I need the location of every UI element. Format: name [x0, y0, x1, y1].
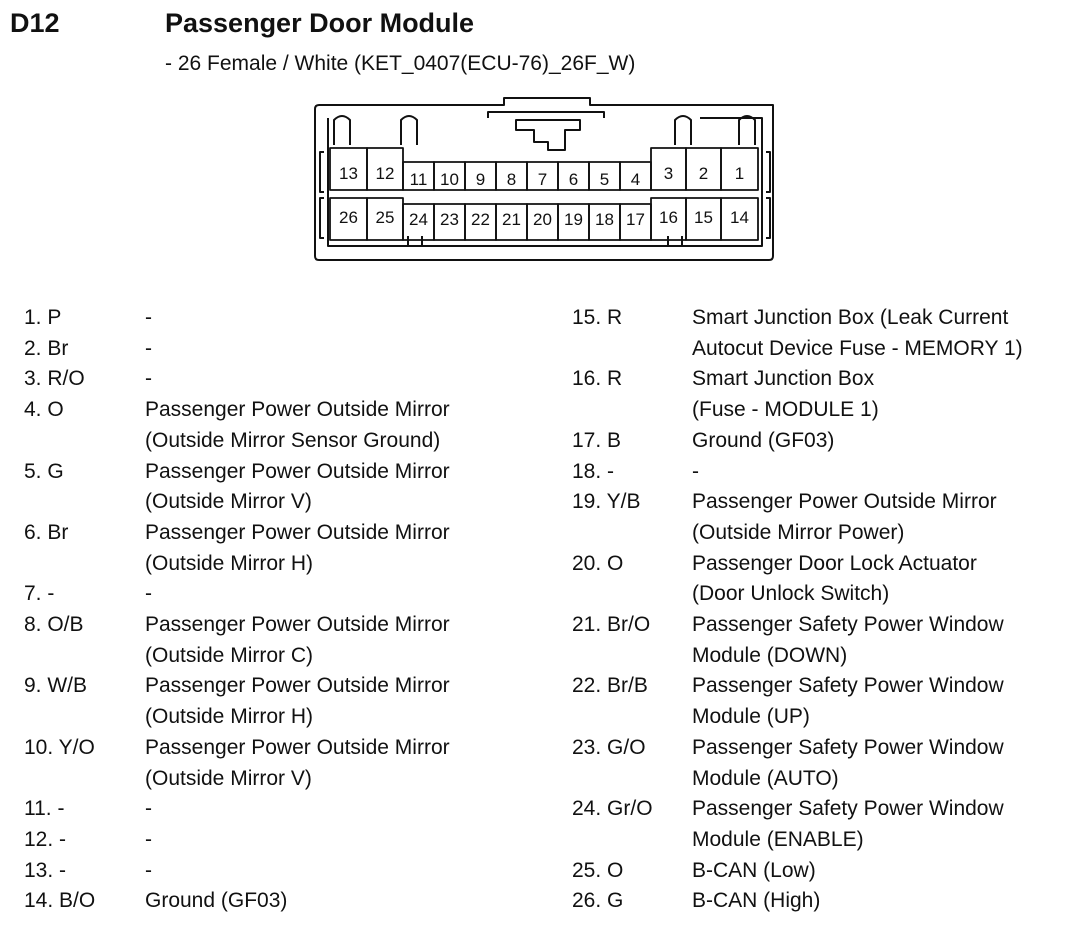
pin-number: 13 — [339, 164, 358, 183]
pin-row — [24, 610, 524, 671]
pin-description: Smart Junction Box (Leak Current Autocut Device Fuse - MEMORY 1) — [692, 306, 1023, 360]
pin-code: 12. - — [24, 827, 67, 851]
pin-code: 9. W/B — [24, 674, 88, 698]
pin-row — [24, 364, 524, 395]
pin-row — [572, 610, 1082, 671]
pin-row — [24, 457, 524, 518]
pin-row — [24, 303, 524, 334]
pin-description: B-CAN (Low) — [692, 858, 816, 882]
pin-row — [572, 487, 1082, 548]
pin-number: 25 — [375, 208, 395, 227]
pin-number: 24 — [409, 210, 428, 229]
pin-code: 24. Gr/O — [572, 797, 653, 821]
pin-code: 26. G — [572, 889, 624, 913]
pin-number: 4 — [630, 170, 641, 189]
pin-list-left — [24, 303, 524, 917]
pin-number: 11 — [409, 170, 428, 189]
pin-description: Passenger Power Outside Mirror (Outside Mirror V) — [145, 735, 450, 790]
pin-code: 2. Br — [24, 336, 69, 360]
pin-code: 21. Br/O — [572, 613, 651, 637]
pin-row — [572, 733, 1082, 794]
pin-description: Passenger Safety Power Window Module (ENABLE) — [692, 797, 1004, 851]
pin-number: 16 — [659, 208, 678, 227]
connector-diagram — [0, 0, 1090, 280]
pin-description: - — [692, 459, 699, 483]
pin-code: 3. R/O — [24, 367, 85, 391]
connector-code: D12 — [10, 8, 60, 38]
locking-tab — [401, 116, 417, 145]
pin-number: 7 — [537, 170, 548, 189]
pin-description: Passenger Safety Power Window Module (DOWN) — [692, 613, 1004, 667]
pin-number: 12 — [375, 164, 395, 183]
pin-row — [572, 886, 1082, 917]
locking-tab — [675, 116, 691, 145]
pin-description: Ground (GF03) — [145, 889, 288, 913]
pin-number: 22 — [471, 210, 490, 229]
pin-row — [572, 856, 1082, 887]
pin-row — [24, 733, 524, 794]
pin-number: 9 — [475, 170, 486, 189]
connector-spec: - 26 Female / White (KET_0407(ECU-76)_26F_W) — [165, 52, 636, 75]
pin-code: 14. B/O — [24, 889, 96, 913]
pin-description: Passenger Power Outside Mirror (Outside Mirror V) — [145, 459, 450, 514]
pin-description: - — [145, 367, 152, 391]
pin-description: Smart Junction Box (Fuse - MODULE 1) — [692, 367, 879, 422]
pin-description: Passenger Power Outside Mirror (Outside Mirror H) — [145, 520, 450, 575]
pin-row — [24, 856, 524, 887]
pin-code: 8. O/B — [24, 613, 84, 637]
pin-code: 11. - — [24, 797, 65, 821]
connector-latch — [488, 112, 604, 150]
pin-code: 5. G — [24, 459, 64, 483]
connector-key — [668, 236, 682, 246]
pin-description: - — [145, 582, 152, 606]
locking-tab — [334, 116, 350, 145]
pin-list-right — [572, 303, 1082, 917]
pin-code: 7. - — [24, 582, 55, 606]
pin-number: 5 — [599, 170, 610, 189]
pin-number: 19 — [564, 210, 583, 229]
pin-code: 22. Br/B — [572, 674, 648, 698]
connector-key — [408, 236, 422, 246]
pin-code: 18. - — [572, 459, 615, 483]
page-title: Passenger Door Module — [165, 8, 475, 38]
pin-description: - — [145, 306, 152, 329]
pin-number: 14 — [730, 208, 749, 227]
pin-number: 1 — [734, 164, 745, 183]
pin-row — [24, 518, 524, 579]
pin-row — [24, 395, 524, 456]
pin-row — [572, 794, 1082, 855]
pin-description: B-CAN (High) — [692, 889, 821, 913]
pin-row — [24, 671, 524, 732]
pin-description: - — [145, 858, 152, 882]
pin-row — [24, 825, 524, 856]
pin-number: 10 — [440, 170, 459, 189]
pin-description: Ground (GF03) — [692, 428, 835, 452]
pin-code: 6. Br — [24, 520, 69, 544]
pin-row — [24, 579, 524, 610]
pin-number: 6 — [568, 170, 579, 189]
pin-row — [24, 334, 524, 365]
pin-description: Passenger Safety Power Window Module (UP) — [692, 674, 1004, 729]
pin-code: 15. R — [572, 306, 623, 329]
pin-row — [24, 886, 524, 917]
pin-description: Passenger Power Outside Mirror (Outside Mirror C) — [145, 613, 450, 667]
pin-row — [572, 426, 1082, 457]
pin-description: Passenger Power Outside Mirror (Outside Mirror H) — [145, 674, 450, 729]
pin-row — [572, 671, 1082, 732]
pin-number: 26 — [339, 208, 358, 227]
connector-notch — [320, 152, 324, 192]
connector-notch — [766, 198, 770, 238]
pin-code: 16. R — [572, 367, 623, 391]
pin-row — [572, 457, 1082, 488]
pin-number: 18 — [595, 210, 614, 229]
pin-code: 1. P — [24, 306, 62, 329]
pin-number: 17 — [626, 210, 645, 229]
pin-code: 25. O — [572, 858, 624, 882]
pin-description: - — [145, 827, 152, 851]
pin-number: 3 — [663, 164, 674, 183]
pin-number: 23 — [440, 210, 459, 229]
pin-description: - — [145, 336, 152, 360]
pin-number: 21 — [502, 210, 521, 229]
pin-number: 15 — [694, 208, 713, 227]
pin-row — [572, 549, 1082, 610]
pin-row — [572, 303, 1082, 364]
pin-code: 10. Y/O — [24, 735, 95, 759]
pin-number: 8 — [506, 170, 517, 189]
pin-code: 4. O — [24, 398, 64, 422]
pin-code: 19. Y/B — [572, 490, 641, 514]
pin-description: Passenger Safety Power Window Module (AUTO) — [692, 735, 1004, 790]
pin-row — [24, 794, 524, 825]
pin-code: 20. O — [572, 551, 624, 575]
pin-description: Passenger Door Lock Actuator (Door Unlock Switch) — [692, 551, 977, 606]
pin-description: - — [145, 797, 152, 821]
pin-row — [572, 364, 1082, 425]
pin-code: 13. - — [24, 858, 67, 882]
connector-notch — [320, 198, 324, 238]
pin-description: Passenger Power Outside Mirror (Outside Mirror Sensor Ground) — [145, 398, 450, 452]
locking-tab — [739, 116, 755, 145]
pin-number: 2 — [698, 164, 709, 183]
pin-code: 23. G/O — [572, 735, 646, 759]
pin-numbers — [339, 164, 749, 229]
connector-notch — [766, 152, 770, 192]
pin-number: 20 — [533, 210, 552, 229]
pin-code: 17. B — [572, 428, 622, 452]
pin-description: Passenger Power Outside Mirror (Outside Mirror Power) — [692, 490, 997, 544]
